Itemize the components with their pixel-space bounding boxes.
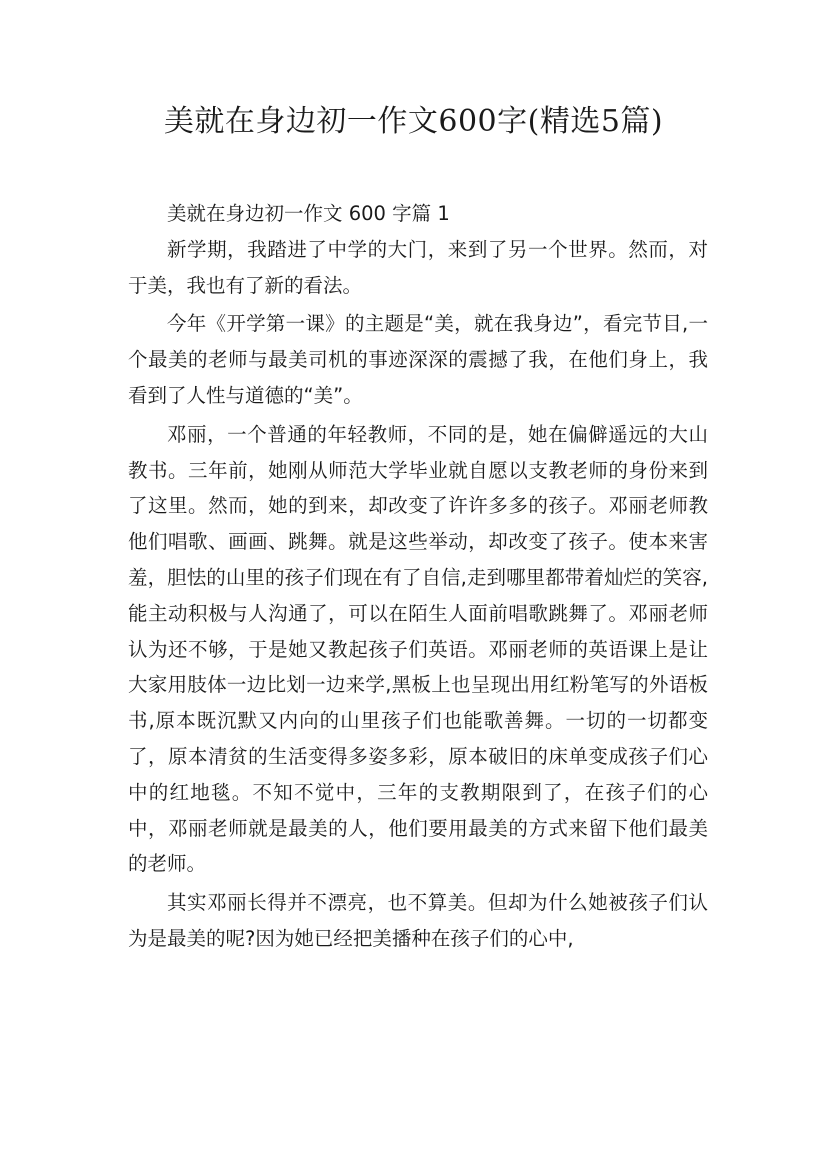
paragraph: 新学期，我踏进了中学的大门，来到了另一个世界。然而，对于美，我也有了新的看法。	[128, 237, 708, 297]
paragraph: 今年《开学第一课》的主题是“美，就在我身边”，看完节目,一个最美的老师与最美司机的事迹深深的震撼了我，在他们身上，我看到了人性与道德的“美”。	[128, 312, 708, 407]
article-body	[128, 196, 708, 957]
paragraph: 其实邓丽长得并不漂亮，也不算美。但却为什么她被孩子们认为是最美的呢?因为她已经把美播种在孩子们的心中,	[128, 891, 708, 950]
document-title: 美就在身边初一作文600字(精选5篇)	[163, 104, 664, 139]
section-heading: 美就在身边初一作文 600 字篇 1	[167, 202, 450, 225]
paragraph: 邓丽，一个普通的年轻教师，不同的是，她在偏僻遥远的大山教书。三年前，她刚从师范大学毕业就自愿以支教老师的身份来到了这里。然而，她的到来，却改变了许许多多的孩子。邓丽老师教他们唱歌、画画、跳舞。就是这些举动，却改变了孩子。使本来害羞，胆怯的山里的孩子们现在有了自信,走到哪里都带着灿烂的笑容,能主动积极与人沟通了，可以在陌生人面前唱歌跳舞了。邓丽老师认为还不够，于是她又教起孩子们英语。邓丽老师的英语课上是让大家用肢体一边比划一边来学,黑板上也呈现出用红粉笔写的外语板书,原本既沉默又内向的山里孩子们也能歌善舞。一切的一切都变了，原本清贫的生活变得多姿多彩，原本破旧的床单变成孩子们心中的红地毯。不知不觉中，三年的支教期限到了，在孩子们的心中，邓丽老师就是最美的人，他们要用最美的方式来留下他们最美的老师。	[128, 422, 708, 876]
